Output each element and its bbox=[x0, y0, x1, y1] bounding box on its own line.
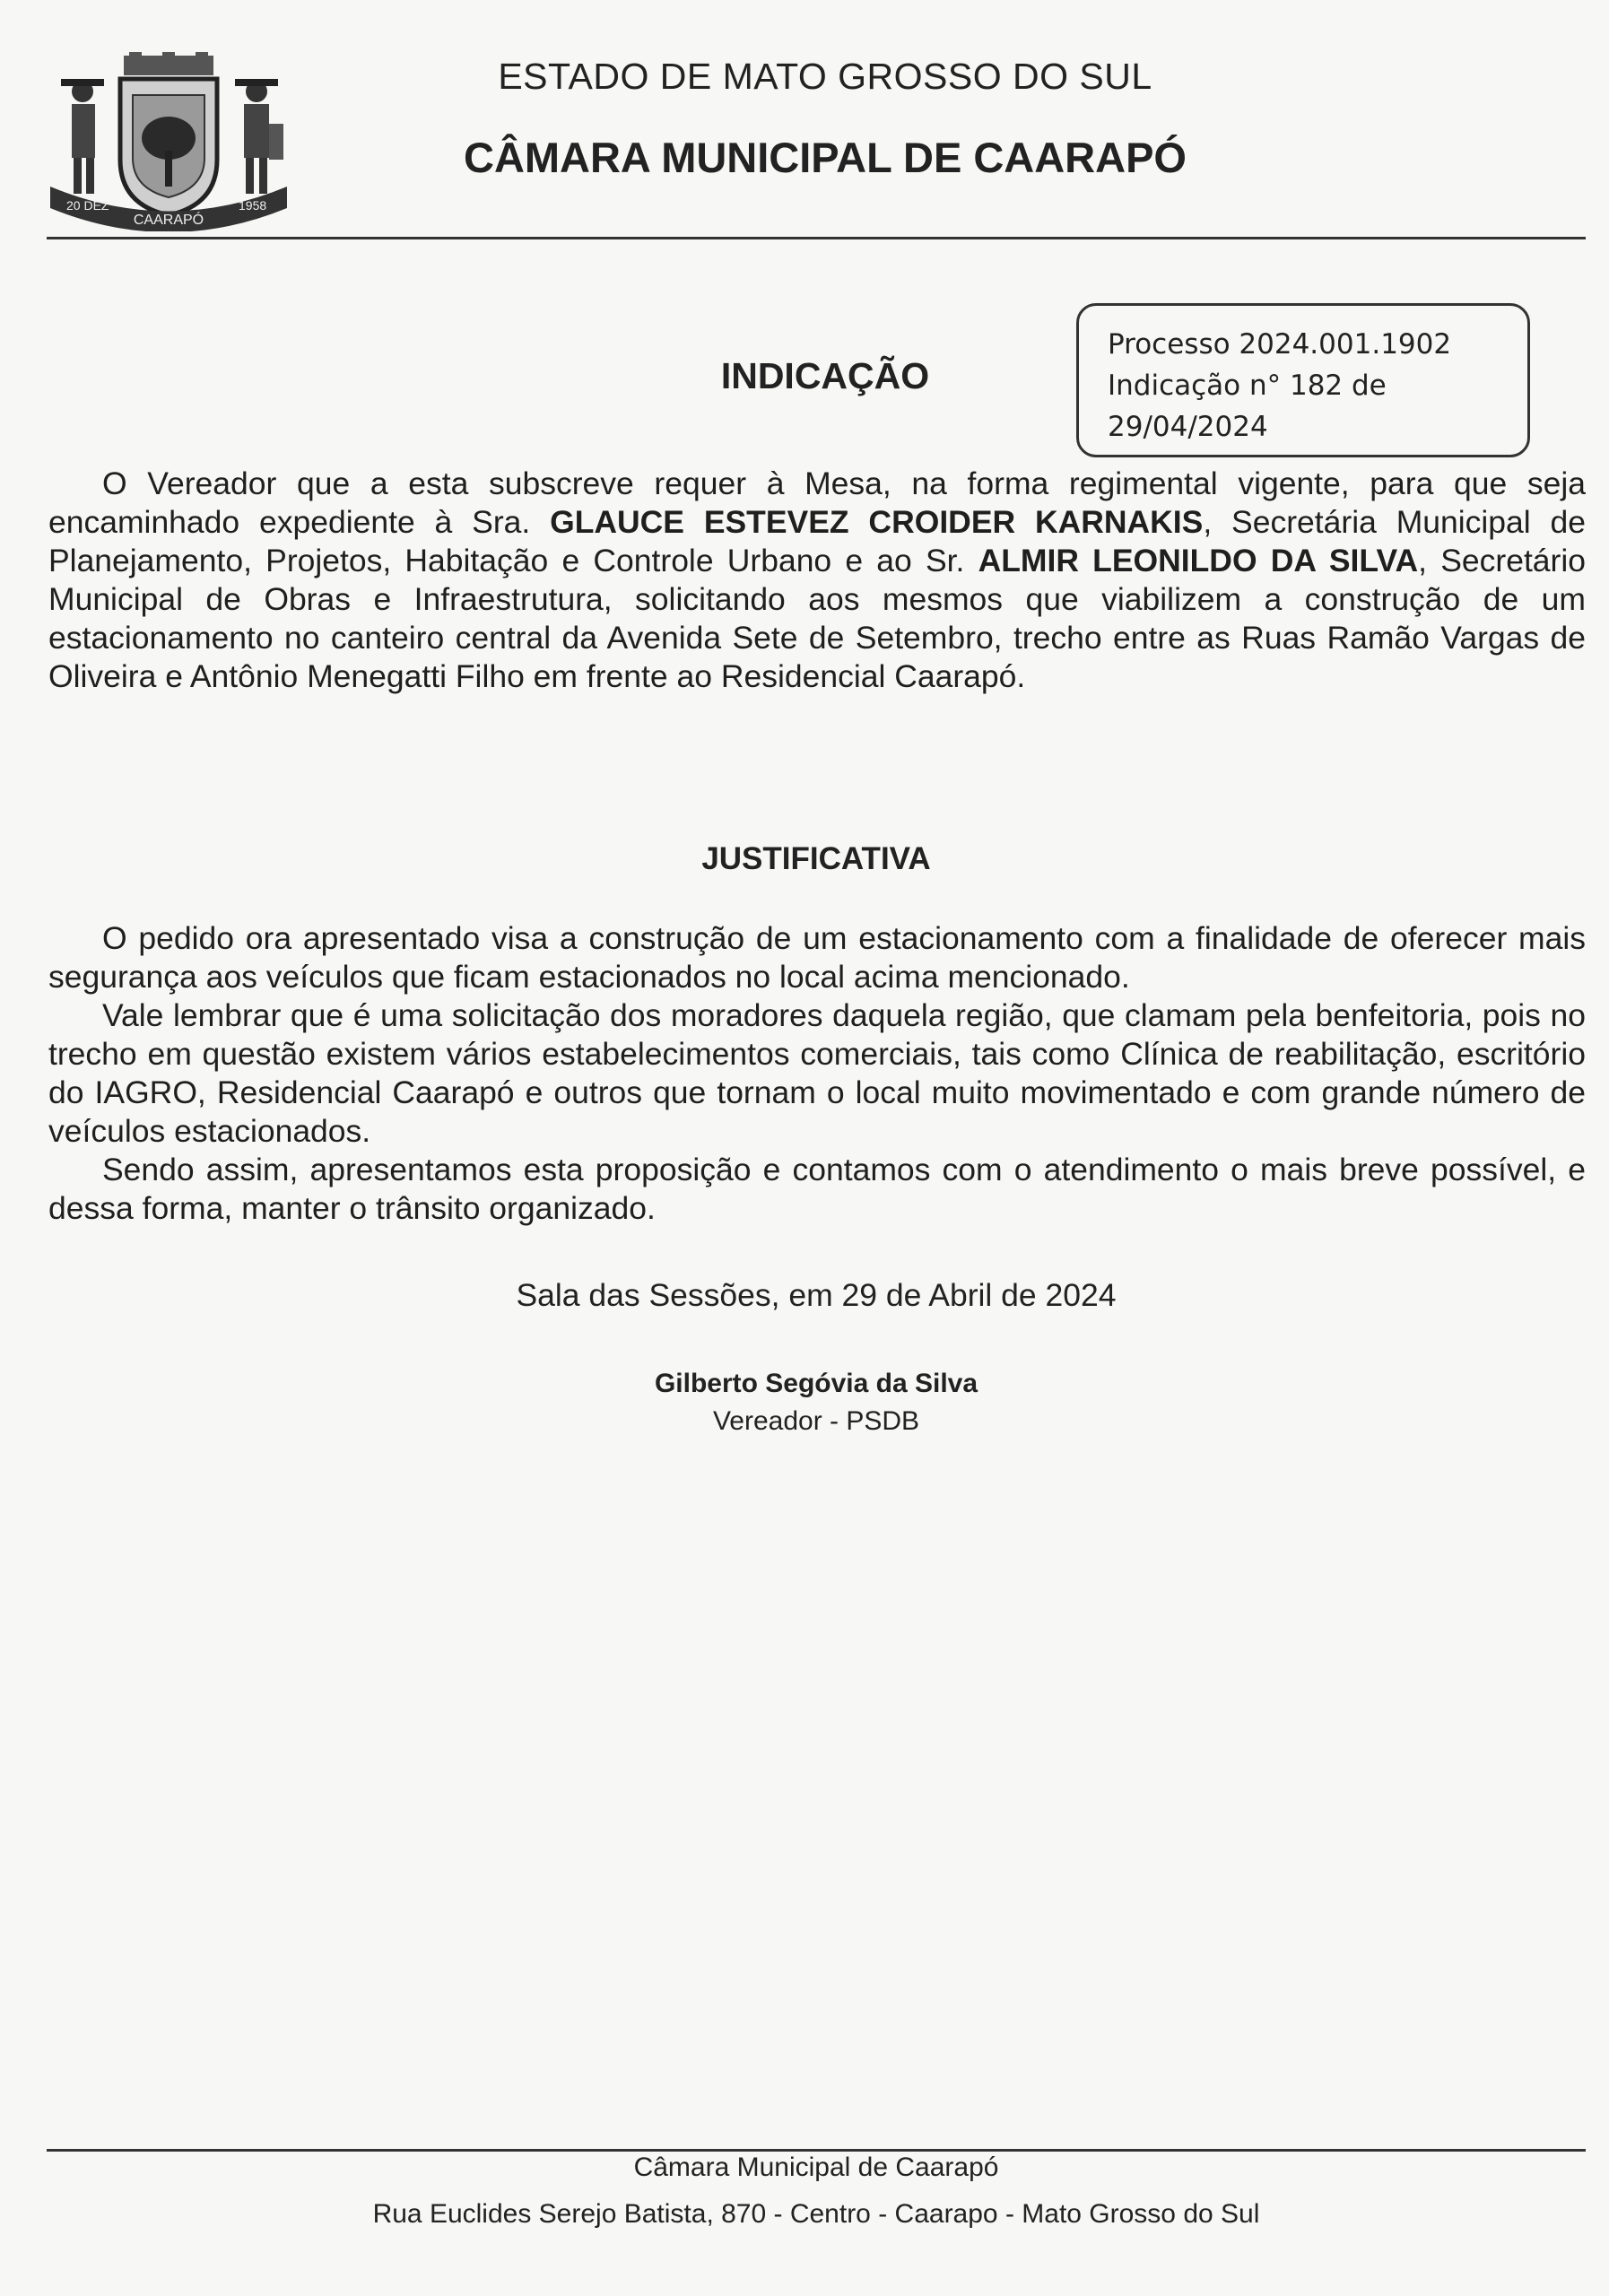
stamp-process-number: Processo 2024.001.1902 bbox=[1108, 328, 1452, 361]
justification-paragraph bbox=[48, 996, 1586, 1151]
chamber-title: CÂMARA MUNICIPAL DE CAARAPÓ bbox=[464, 134, 1187, 181]
document-title: INDICAÇÃO bbox=[720, 355, 930, 396]
municipal-coat-of-arms-icon bbox=[43, 52, 294, 231]
request-text-part3: , Secretário Municipal de Obras e Infraestrutura, solicitando aos mesmos que viabilizem a construção de um estacionamento no canteiro central da Avenida Sete de Setembro, trecho entre as Ruas Ramão Vargas de Oliveira e Antônio Menegatti Filho em frente ao Residencial Caarapó. bbox=[48, 543, 1586, 694]
footer-institution-name: Câmara Municipal de Caarapó bbox=[633, 2152, 999, 2182]
signer-name: Gilberto Segóvia da Silva bbox=[654, 1369, 978, 1398]
ribbon-left-text: 20 DEZ bbox=[66, 198, 109, 213]
request-paragraph bbox=[48, 465, 1586, 696]
state-title: ESTADO DE MATO GROSSO DO SUL bbox=[498, 56, 1152, 97]
justification-paragraph bbox=[48, 919, 1586, 996]
header-divider bbox=[47, 237, 1586, 239]
justification-title: JUSTIFICATIVA bbox=[701, 841, 931, 876]
recipient-name-1: GLAUCE ESTEVEZ CROIDER KARNAKIS bbox=[550, 504, 1204, 540]
stamp-indication-number: Indicação n° 182 de bbox=[1108, 370, 1387, 402]
session-date-line: Sala das Sessões, em 29 de Abril de 2024 bbox=[516, 1277, 1117, 1313]
request-text-part1: O Vereador que a esta subscreve requer à Mesa, na forma regimental vigente, para que seja encaminhado expediente à Sra. bbox=[48, 465, 1586, 540]
stamp-date: 29/04/2024 bbox=[1108, 411, 1268, 443]
justification-text: Vale lembrar que é uma solicitação dos moradores daquela região, que clamam pela benfeitoria, pois no trecho em questão existem vários estabelecimentos comerciais, tais como Clínica de reabilitação, escritório do IAGRO, Residencial Caarapó e outros que tornam o local muito movimentado e com grande número de veículos estacionados. bbox=[48, 997, 1586, 1149]
ribbon-center-text: CAARAPÓ bbox=[133, 213, 204, 228]
footer-address: Rua Euclides Serejo Batista, 870 - Centro - Caarapo - Mato Grosso do Sul bbox=[372, 2199, 1260, 2229]
recipient-name-2: ALMIR LEONILDO DA SILVA bbox=[978, 543, 1419, 578]
justification-paragraph bbox=[48, 1151, 1586, 1228]
process-stamp bbox=[1076, 303, 1530, 457]
ribbon-right-text: 1958 bbox=[239, 198, 267, 213]
justification-text: Sendo assim, apresentamos esta proposição e contamos com o atendimento o mais breve possível, e dessa forma, manter o trânsito organizado. bbox=[48, 1152, 1586, 1226]
justification-text: O pedido ora apresentado visa a construção de um estacionamento com a finalidade de oferecer mais segurança aos veículos que ficam estacionados no local acima mencionado. bbox=[48, 920, 1586, 995]
footer-divider bbox=[47, 2149, 1586, 2152]
request-text-part2: , Secretária Municipal de Planejamento, Projetos, Habitação e Controle Urbano e ao Sr. bbox=[48, 504, 1586, 578]
signer-role: Vereador - PSDB bbox=[712, 1406, 920, 1436]
